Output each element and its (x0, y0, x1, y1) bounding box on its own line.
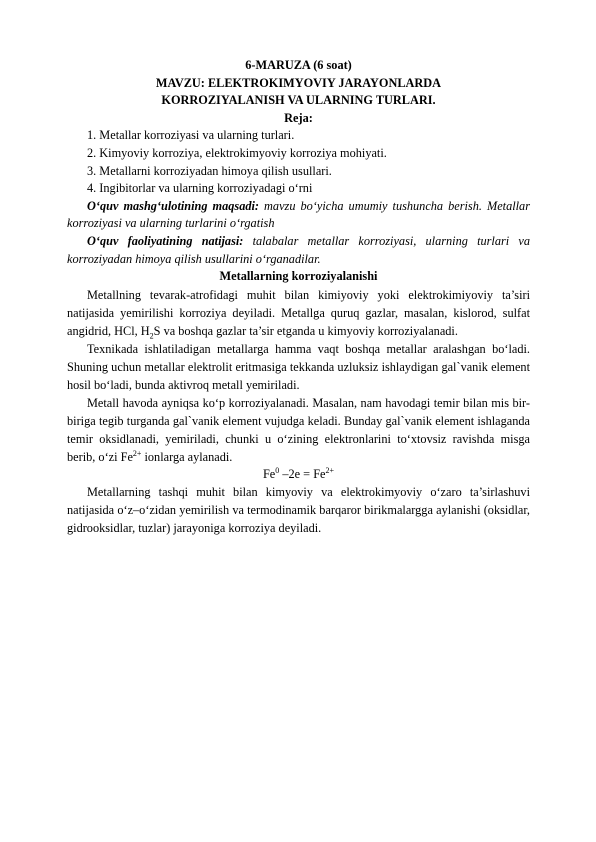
plan-item-4: 4. Ingibitorlar va ularning korroziyadagi oʻrni (87, 181, 313, 196)
lesson-result-text: talabalar metallar korroziyasi, ularning turlari va korroziyadan himoya qilish usullarini oʻrganadilar. (67, 233, 530, 266)
paragraph-1-text-b: S va boshqa gazlar ta’sir etganda u kimyoviy korroziyalanadi. (153, 323, 458, 338)
fe-ion-charge: 2+ (132, 448, 142, 458)
document-page (67, 57, 530, 537)
plan-item-2: 2. Kimyoviy korroziya, elektrokimyoviy korroziya mohiyati. (87, 145, 387, 160)
topic-title-line1: MAVZU: ELEKTROKIMYOVIY JARAYONLARDA (155, 75, 442, 90)
paragraph-3 (67, 394, 530, 466)
section-title: Metallarning korroziyalanishi (219, 269, 378, 284)
lesson-goal (67, 198, 530, 233)
paragraph-1-text-a: Metallning tevarak-atrofidagi muhit bilan kimiyoviy yoki elektrokimiyoviy ta’siri natijasida yemirilishi korroziya deyiladi. Metallga quruq gazlar, masalan, kislorod, sulfat angidrid, HCl, H (67, 287, 530, 338)
paragraph-4: Metallarning tashqi muhit bilan kimyoviy va elektrokimyoviy oʻzaro ta’sirlashuvi natijasida oʻz–oʻzidan yemirilish va termodinamik barqaror birikmalargga aylanishi (oksidlar, gidrooksidlar, tuzlar) jarayoniga korroziya deyiladi. (67, 485, 530, 536)
equation (67, 466, 530, 484)
paragraph-3-text-a: Metall havoda ayniqsa koʻp korroziyalanadi. Masalan, nam havodagi temir bilan mis bir-biriga tegib turganda gal`vanik element vujudga keladi. Bunday gal`vanik element ishlaganda temir oksidlanadi, yemiriladi, chunki u oʻzining elektronlarini toʻxtovsiz ravishda misga berib, oʻzi Fe (67, 395, 530, 464)
lesson-result-label: Oʻquv faoliyatining natijasi: (87, 233, 244, 248)
lesson-goal-label: Oʻquv mashgʻulotining maqsadi: (87, 198, 260, 213)
lecture-number: 6-MARUZA (6 soat) (245, 58, 352, 72)
plan-item-1: 1. Metallar korroziyasi va ularning turlari. (87, 128, 295, 143)
paragraph-2: Texnikada ishlatiladigan metallarga hamma vaqt boshqa metallar aralashgan boʻladi. Shuning uchun metallar elektrolit eritmasiga tekkanda uzluksiz ishlaydigan gal`vanik element hosil boʻladi, bunda aktivroq metall yemiriladi. (67, 341, 530, 392)
paragraph-1 (67, 286, 530, 340)
plan-heading: Reja: (284, 110, 313, 125)
equation-sup-0: 0 (275, 465, 280, 475)
plan-item-3: 3. Metallarni korroziyadan himoya qilish usullari. (87, 163, 332, 178)
equation-fe: Fe (262, 466, 276, 481)
lesson-goal-text: mavzu boʻyicha umumiy tushuncha berish. Metallar korroziyasi va ularning turlarini oʻrgatish (67, 198, 530, 231)
topic-title-line2: KORROZIYALANISH VA ULARNING TURLARI. (161, 93, 436, 108)
h2s-subscript: 2 (149, 331, 154, 341)
equation-middle: –2e = Fe (279, 466, 326, 481)
paragraph-3-text-b: ionlarga aylanadi. (141, 449, 233, 464)
lesson-result (67, 233, 530, 268)
equation-sup-2plus: 2+ (325, 465, 335, 475)
